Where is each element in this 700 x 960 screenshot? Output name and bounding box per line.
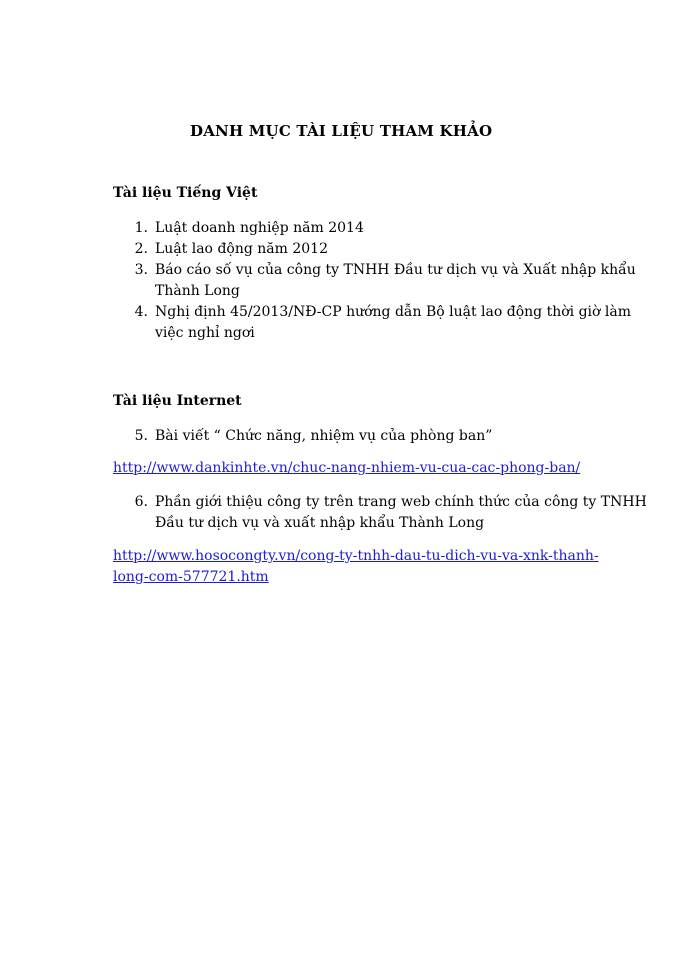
reference-link-hosocongty[interactable]: http://www.hosocongty.vn/cong-ty-tnhh-dau-tu-dich-vu-va-xnk-thanh-long-com-577721.htm — [113, 548, 599, 585]
reference-item-2 — [113, 239, 653, 260]
reference-item-4 — [113, 302, 653, 344]
reference-link-dankinhte[interactable]: http://www.dankinhte.vn/chuc-nang-nhiem-vu-cua-cac-phong-ban/ — [113, 460, 581, 476]
reference-text: Luật lao động năm 2012 — [155, 241, 328, 257]
internet-reference-item-6 — [113, 492, 653, 534]
reference-number: 5. — [134, 428, 148, 444]
reference-text: Luật doanh nghiệp năm 2014 — [155, 220, 364, 236]
reference-text: Báo cáo số vụ của công ty TNHH Đầu tư dịch vụ và Xuất nhập khẩu Thành Long — [155, 262, 636, 299]
page-title: DANH MỤC TÀI LIỆU THAM KHẢO — [190, 122, 493, 140]
internet-reference-item-5 — [113, 426, 653, 447]
reference-item-3 — [113, 260, 653, 302]
reference-text: Nghị định 45/2013/NĐ-CP hướng dẫn Bộ luật lao động thời giờ làm việc nghỉ ngơi — [155, 304, 631, 341]
section-heading-internet: Tài liệu Internet — [113, 393, 242, 409]
vietnamese-reference-list — [113, 218, 653, 344]
reference-number: 1. — [134, 220, 148, 236]
reference-number: 2. — [134, 241, 148, 257]
reference-number: 6. — [134, 494, 148, 510]
reference-text: Bài viết “ Chức năng, nhiệm vụ của phòng ban” — [155, 428, 493, 444]
reference-number: 4. — [134, 304, 148, 320]
reference-number: 3. — [134, 262, 148, 278]
reference-item-5 — [113, 426, 653, 447]
reference-item-6 — [113, 492, 653, 534]
reference-item-1 — [113, 218, 653, 239]
section-heading-vietnamese: Tài liệu Tiếng Việt — [113, 185, 258, 201]
reference-text: Phần giới thiệu công ty trên trang web chính thức của công ty TNHH Đầu tư dịch vụ và xuất nhập khẩu Thành Long — [155, 494, 647, 531]
